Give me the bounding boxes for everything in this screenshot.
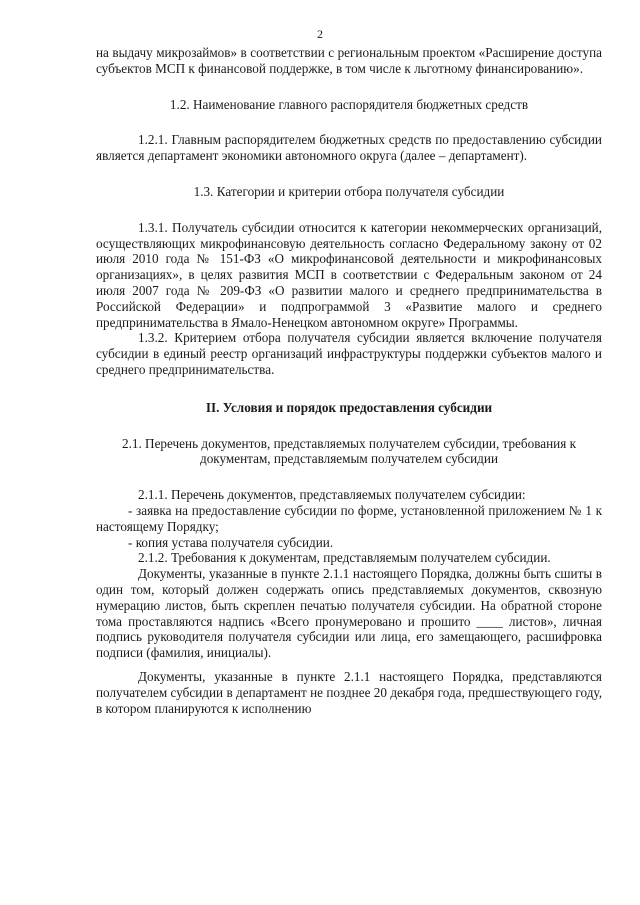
paragraph-2-1-1: 2.1.1. Перечень документов, представляемых получателем субсидии: — [138, 487, 526, 503]
heading-2-1: 2.1. Перечень документов, представляемых получателем субсидии, требования к документам, представляемым получателем субсидии — [121, 435, 577, 467]
list-item-application: - заявка на предоставление субсидии по форме, установленной приложением № 1 к настоящему Порядку; — [96, 502, 602, 534]
heading-1-2: 1.2. Наименование главного распорядителя бюджетных средств — [169, 96, 529, 112]
paragraph-2-1-2: 2.1.2. Требования к документам, представляемым получателем субсидии. — [138, 550, 551, 566]
paragraph-continuation: на выдачу микрозаймов» в соответствии с региональным проектом «Расширение доступа субъектов МСП к финансовой поддержке, в том числе к льготному финансированию». — [96, 45, 602, 76]
paragraph-documents-requirements: Документы, указанные в пункте 2.1.1 настоящего Порядка, должны быть сшиты в один том, который должен содержать опись представляемых документов, сквозную нумерацию листов, быть скреплен печатью получателя субсидии. На обратной стороне тома проставляются надпись «Всего пронумеровано и прошито ____ листов», личная подпись руководителя получателя субсидии или лица, его замещающего, расшифровка подписи (фамилия, инициалы). — [96, 566, 602, 661]
paragraph-documents-deadline: Документы, указанные в пункте 2.1.1 настоящего Порядка, представляются получателем субсидии в департамент не позднее 20 декабря года, предшествующего году, в котором планируются к исполнению — [96, 668, 602, 716]
paragraph-1-3-2: 1.3.2. Критерием отбора получателя субсидии является включение получателя субсидии в единый реестр организаций инфраструктуры поддержки субъектов малого и среднего предпринимательства. — [96, 330, 602, 377]
page-number: 2 — [317, 27, 323, 41]
document-body — [96, 45, 602, 716]
heading-1-3: 1.3. Категории и критерии отбора получателя субсидии — [193, 183, 505, 199]
paragraph-1-3-1: 1.3.1. Получатель субсидии относится к категории некоммерческих организаций, осуществляющих микрофинансовую деятельность согласно Федеральному закону от 02 июля 2010 года № 151-ФЗ «О микрофинансовой деятельности и микрофинансовых организациях», в целях развития МСП в соответствии с Федеральным законом от 24 июля 2007 года № 209-ФЗ «О развитии малого и среднего предпринимательства в Российской Федерации» и подпрограммой 3 «Развитие малого и среднего предпринимательства в Ямало-Ненецком автономном округе» Программы. — [96, 219, 602, 330]
paragraph-1-2-1: 1.2.1. Главным распорядителем бюджетных средств по предоставлению субсидии является департамент экономики автономного округа (далее – департамент). — [96, 132, 602, 164]
list-item-charter-copy: - копия устава получателя субсидии. — [128, 534, 334, 550]
section-heading-ii: II. Условия и порядок предоставления субсидии — [205, 399, 493, 415]
